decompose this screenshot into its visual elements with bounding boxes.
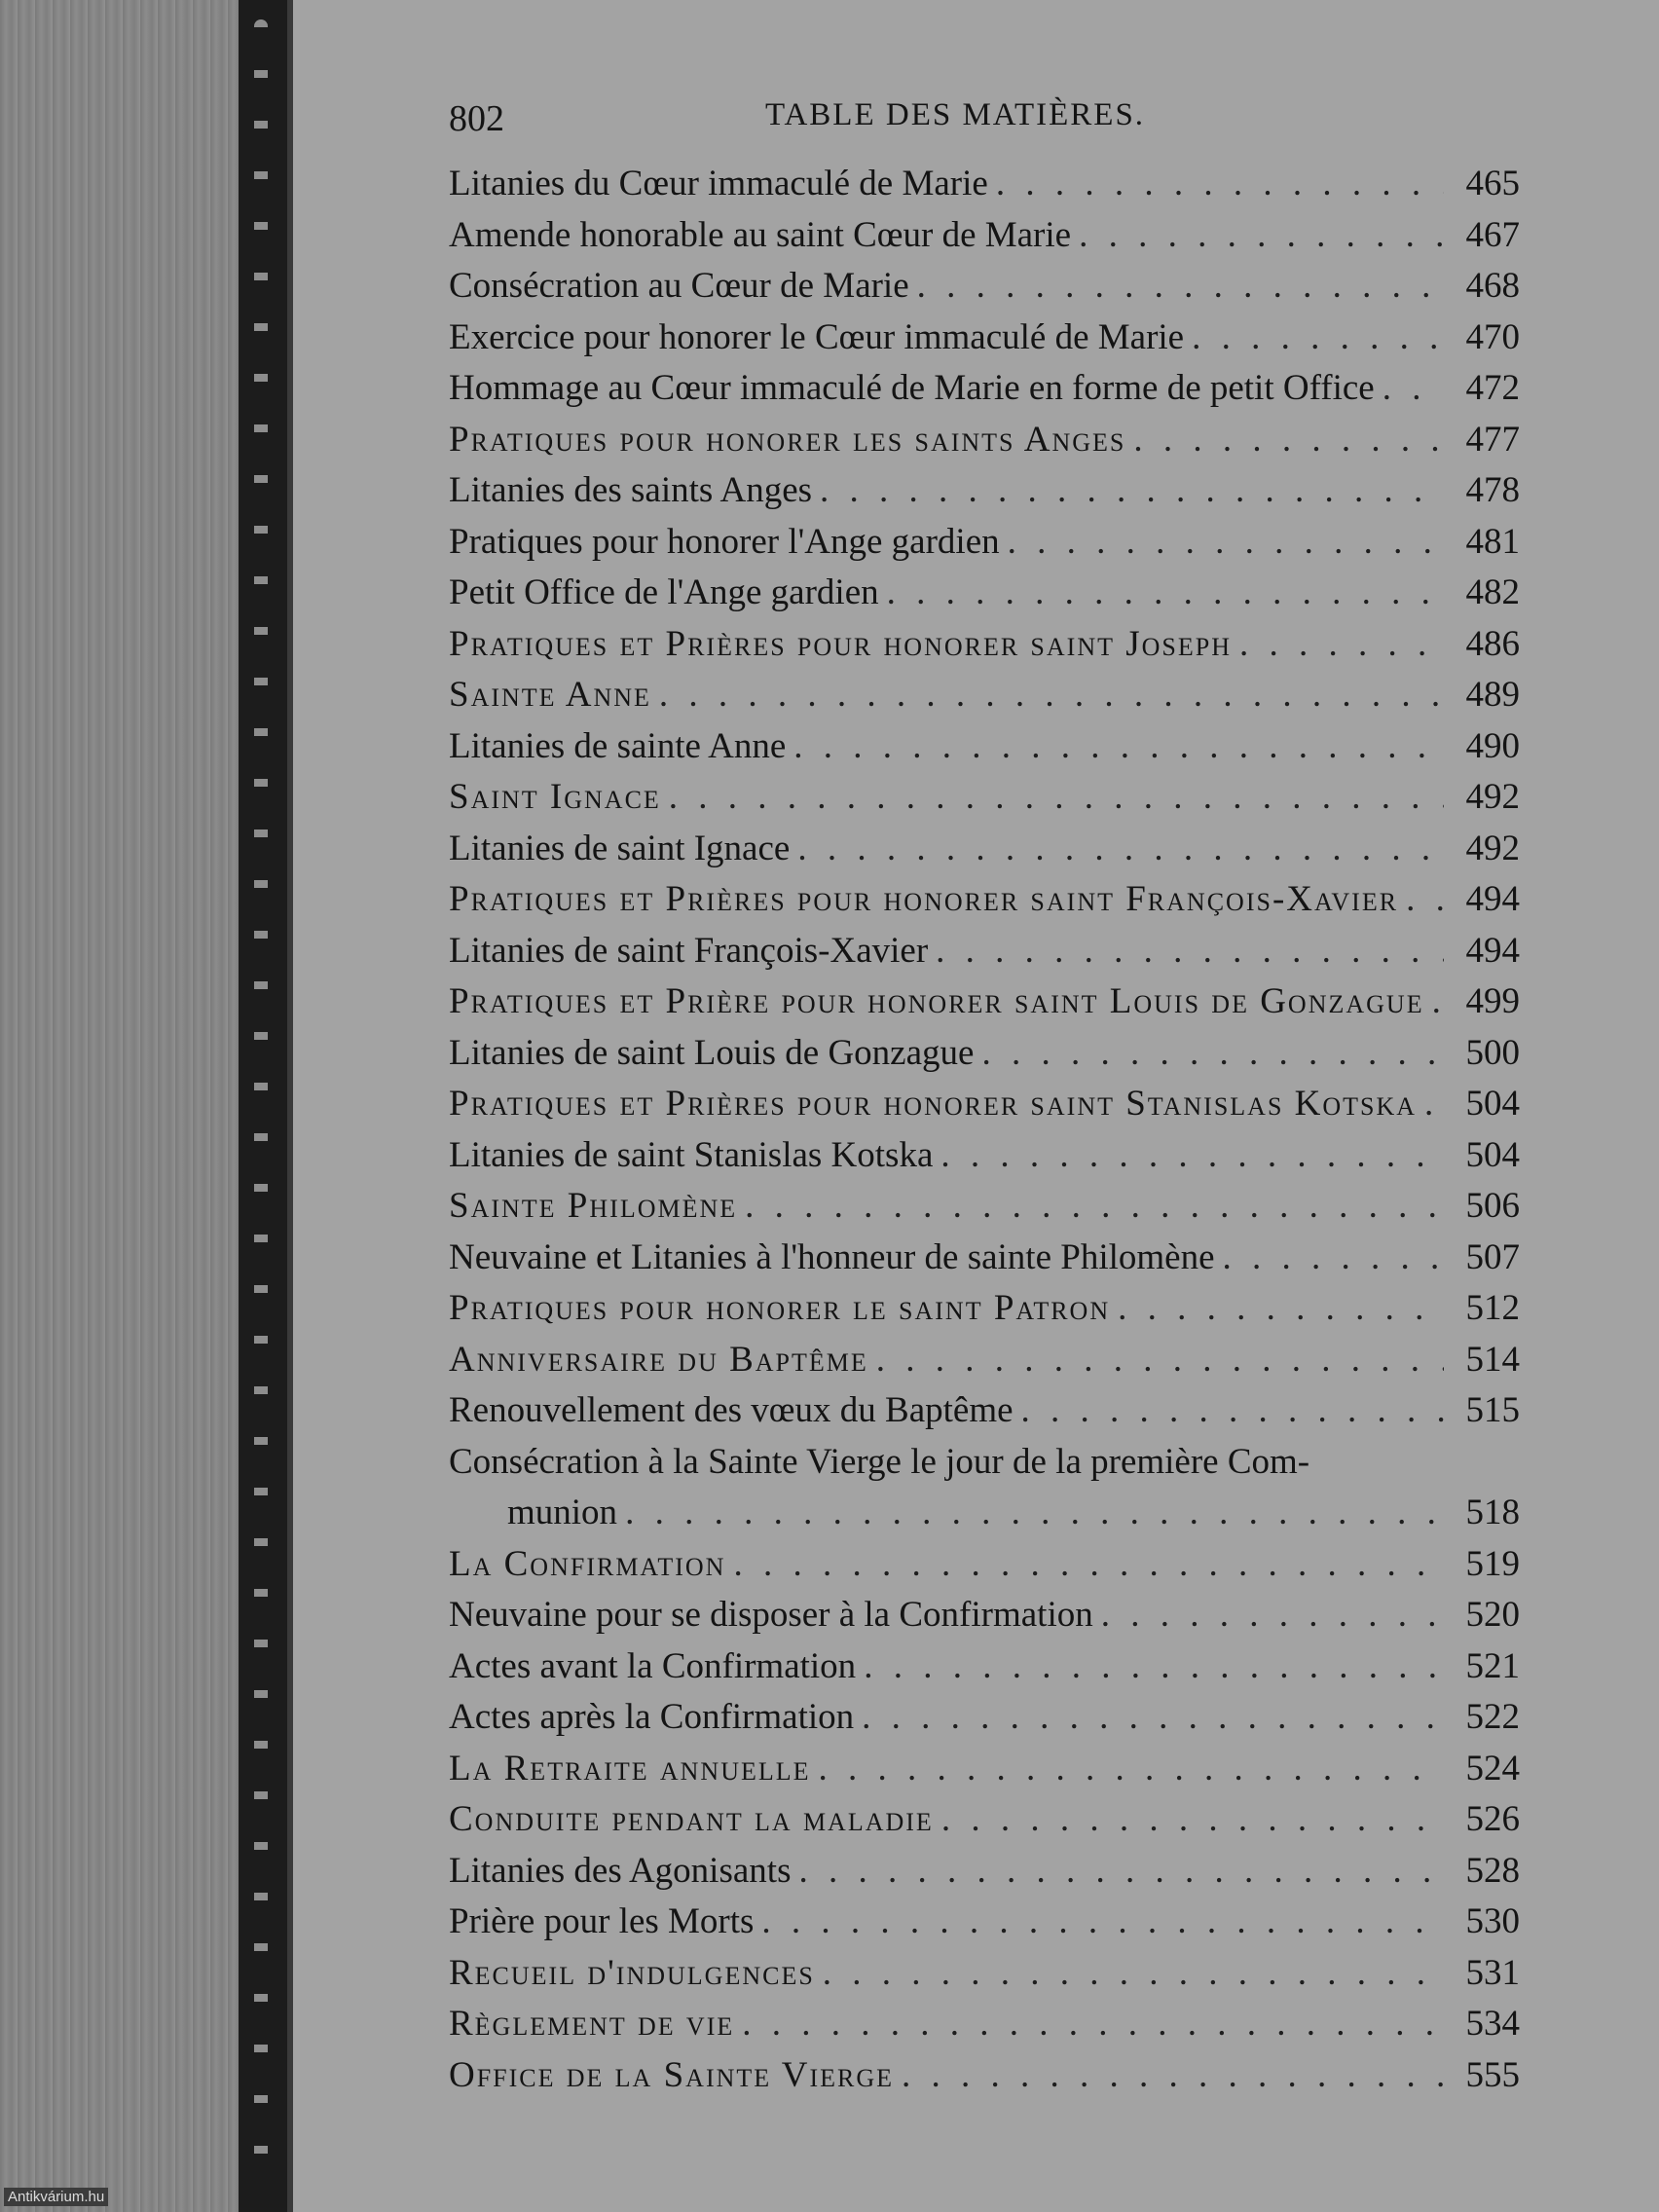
dot-leader [864,1641,1444,1693]
table-of-contents [449,159,1520,2101]
toc-entry-page: 515 [1465,1390,1520,1430]
toc-entry [449,1283,1520,1335]
toc-entry [449,1948,1520,2000]
dot-leader [1406,874,1444,926]
dot-leader [1192,313,1444,364]
dot-leader [733,1539,1444,1591]
toc-entry [449,824,1520,875]
toc-entry-title: Litanies des saints Anges [449,470,813,510]
toc-entry [449,670,1520,721]
dot-leader [1021,1385,1444,1437]
dot-leader [981,1028,1444,1080]
toc-entry [449,210,1520,262]
toc-entry [449,977,1520,1028]
dot-leader [902,2050,1444,2102]
toc-entry [449,1233,1520,1284]
toc-entry-title: Neuvaine et Litanies à l'honneur de sainte Philomène [449,1236,1215,1277]
dot-leader [940,1130,1444,1182]
dot-leader [742,1999,1444,2050]
toc-entry [449,517,1520,569]
running-title: TABLE DES MATIÈRES. [764,97,1146,132]
toc-entry [449,159,1520,210]
toc-entry-page: 519 [1465,1543,1520,1584]
toc-entry-title: La Retraite annuelle [449,1748,811,1788]
toc-entry-title: Consécration au Cœur de Marie [449,266,909,306]
book-spine [239,0,293,2212]
dot-leader [1079,210,1444,262]
toc-entry [449,1028,1520,1080]
dot-leader [941,1794,1444,1846]
dot-leader [996,159,1444,210]
toc-entry-title: Consécration à la Sainte Vierge le jour de la première Com- [449,1441,1310,1482]
toc-entry-title: Litanies des Agonisants [449,1850,792,1891]
toc-entry-title: Pratiques et Prière pour honorer saint Louis de Gonzague [449,981,1424,1021]
toc-entry [449,363,1520,415]
background-surface [0,0,239,2212]
toc-entry [449,1692,1520,1744]
toc-entry-page: 531 [1465,1952,1520,1993]
dot-leader [1382,363,1444,415]
toc-entry-title: Litanies de saint Stanislas Kotska [449,1134,934,1175]
toc-entry-page: 467 [1465,214,1520,255]
toc-entry [449,874,1520,926]
dot-leader [1223,1233,1444,1284]
dot-leader [820,465,1444,517]
toc-entry-page: 482 [1465,572,1520,612]
toc-entry-title: Pratiques et Prières pour honorer saint Stanislas Kotska [449,1084,1418,1124]
toc-entry-title: Pratiques pour honorer le saint Patron [449,1288,1111,1328]
toc-entry [449,619,1520,671]
toc-entry [449,1897,1520,1948]
dot-leader [669,772,1444,824]
toc-entry [449,772,1520,824]
toc-entry-page: 478 [1465,470,1520,510]
toc-entry-title: Recueil d'indulgences [449,1952,815,1993]
toc-entry-page: 481 [1465,521,1520,562]
toc-entry [449,1335,1520,1386]
dot-leader [1118,1283,1444,1335]
dot-leader [1008,517,1444,569]
dot-leader [862,1692,1444,1744]
toc-entry-page: 514 [1465,1339,1520,1380]
toc-entry-title: Prière pour les Morts [449,1901,755,1941]
toc-entry [449,261,1520,313]
toc-entry [449,1488,1520,1539]
dot-leader [1239,619,1444,671]
toc-entry [449,721,1520,773]
toc-entry-title: Litanies de saint Louis de Gonzague [449,1032,975,1073]
toc-entry-page: 506 [1465,1186,1520,1226]
toc-entry-page: 465 [1465,164,1520,203]
dot-leader [1424,1079,1444,1130]
dot-leader [1133,415,1444,466]
dot-leader [745,1181,1444,1233]
toc-entry-title: Litanies du Cœur immaculé de Marie [449,164,988,203]
toc-entry [449,568,1520,619]
toc-entry-page: 504 [1465,1134,1520,1175]
toc-entry-page: 490 [1465,725,1520,766]
dot-leader [887,568,1444,619]
toc-entry-page: 499 [1465,981,1520,1021]
toc-entry-page: 468 [1465,266,1520,306]
toc-entry [449,1846,1520,1898]
toc-entry [449,1385,1520,1437]
toc-entry [449,1181,1520,1233]
toc-entry-page: 504 [1465,1084,1520,1124]
toc-entry-title: Litanies de saint Ignace [449,828,791,868]
toc-entry-page: 470 [1465,316,1520,357]
toc-entry [449,1130,1520,1182]
toc-entry-title: Litanies de sainte Anne [449,725,787,766]
dot-leader [1432,977,1444,1028]
dot-leader [876,1335,1444,1386]
toc-entry-page: 518 [1465,1493,1520,1532]
toc-entry-title: Conduite pendant la maladie [449,1799,934,1839]
toc-entry-title: Pratiques pour honorer les saints Anges [449,419,1126,460]
toc-entry-title: Hommage au Cœur immaculé de Marie en forme de petit Office [449,368,1375,408]
toc-entry-page: 528 [1465,1850,1520,1891]
toc-entry [449,465,1520,517]
toc-entry-title: La Confirmation [449,1543,726,1584]
dot-leader [659,670,1444,721]
toc-entry [449,926,1520,977]
book-page [293,0,1659,2212]
toc-entry-title: Sainte Anne [449,675,651,715]
toc-entry-page: 492 [1465,777,1520,817]
toc-entry-page: 494 [1465,930,1520,971]
dot-leader [823,1948,1444,2000]
toc-entry [449,1590,1520,1641]
toc-entry-page: 526 [1465,1799,1520,1839]
toc-entry-page: 492 [1465,828,1520,868]
toc-entry-page: 507 [1465,1236,1520,1277]
toc-entry-page: 512 [1465,1288,1520,1328]
toc-entry [449,2050,1520,2102]
toc-entry-title: Pratiques et Prières pour honorer saint Joseph [449,623,1232,664]
toc-entry-title: Actes avant la Confirmation [449,1645,857,1686]
toc-entry-page: 522 [1465,1697,1520,1737]
toc-entry-title: Règlement de vie [449,2004,735,2044]
toc-entry [449,1079,1520,1130]
toc-entry-page: 472 [1465,368,1520,408]
toc-entry-title: munion [507,1493,618,1532]
toc-entry-page: 477 [1465,419,1520,460]
toc-entry-title: Neuvaine pour se disposer à la Confirmation [449,1595,1093,1635]
toc-entry-title: Actes après la Confirmation [449,1697,855,1737]
watermark: Antikvárium.hu [4,2188,108,2206]
toc-entry-page: 489 [1465,675,1520,715]
toc-entry-page: 534 [1465,2004,1520,2044]
toc-entry-page: 555 [1465,2054,1520,2095]
dot-leader [797,824,1444,875]
spine-stitching [254,19,268,2191]
toc-entry-title: Pratiques et Prières pour honorer saint François-Xavier [449,879,1399,919]
toc-entry-title: Amende honorable au saint Cœur de Marie [449,214,1072,255]
page-header [449,97,1520,146]
toc-entry [449,1437,1520,1489]
toc-entry-title: Renouvellement des vœux du Baptême [449,1390,1014,1430]
dot-leader [793,721,1444,773]
toc-entry [449,415,1520,466]
toc-entry-title: Office de la Sainte Vierge [449,2054,894,2095]
dot-leader [1101,1590,1444,1641]
toc-entry-title: Pratiques pour honorer l'Ange gardien [449,521,1000,562]
dot-leader [917,261,1444,313]
toc-entry-page: 520 [1465,1595,1520,1635]
toc-entry-page: 521 [1465,1645,1520,1686]
toc-entry-title: Sainte Philomène [449,1186,738,1226]
dot-leader [819,1744,1445,1795]
dot-leader [625,1488,1444,1539]
toc-entry [449,1999,1520,2050]
toc-entry-page: 530 [1465,1901,1520,1941]
toc-entry-title: Petit Office de l'Ange gardien [449,572,879,612]
toc-entry-page: 494 [1465,879,1520,919]
page-number: 802 [449,98,504,139]
dot-leader [761,1897,1444,1948]
toc-entry-page: 500 [1465,1032,1520,1073]
toc-entry [449,313,1520,364]
toc-entry [449,1744,1520,1795]
toc-entry [449,1794,1520,1846]
toc-entry [449,1641,1520,1693]
dot-leader [798,1846,1444,1898]
toc-entry-title: Anniversaire du Baptême [449,1339,868,1380]
toc-entry [449,1539,1520,1591]
dot-leader [936,926,1444,977]
toc-entry-title: Litanies de saint François-Xavier [449,930,929,971]
toc-entry-page: 524 [1465,1748,1520,1788]
toc-entry-title: Exercice pour honorer le Cœur immaculé de Marie [449,316,1185,357]
toc-entry-title: Saint Ignace [449,777,661,817]
toc-entry-page: 486 [1465,623,1520,664]
